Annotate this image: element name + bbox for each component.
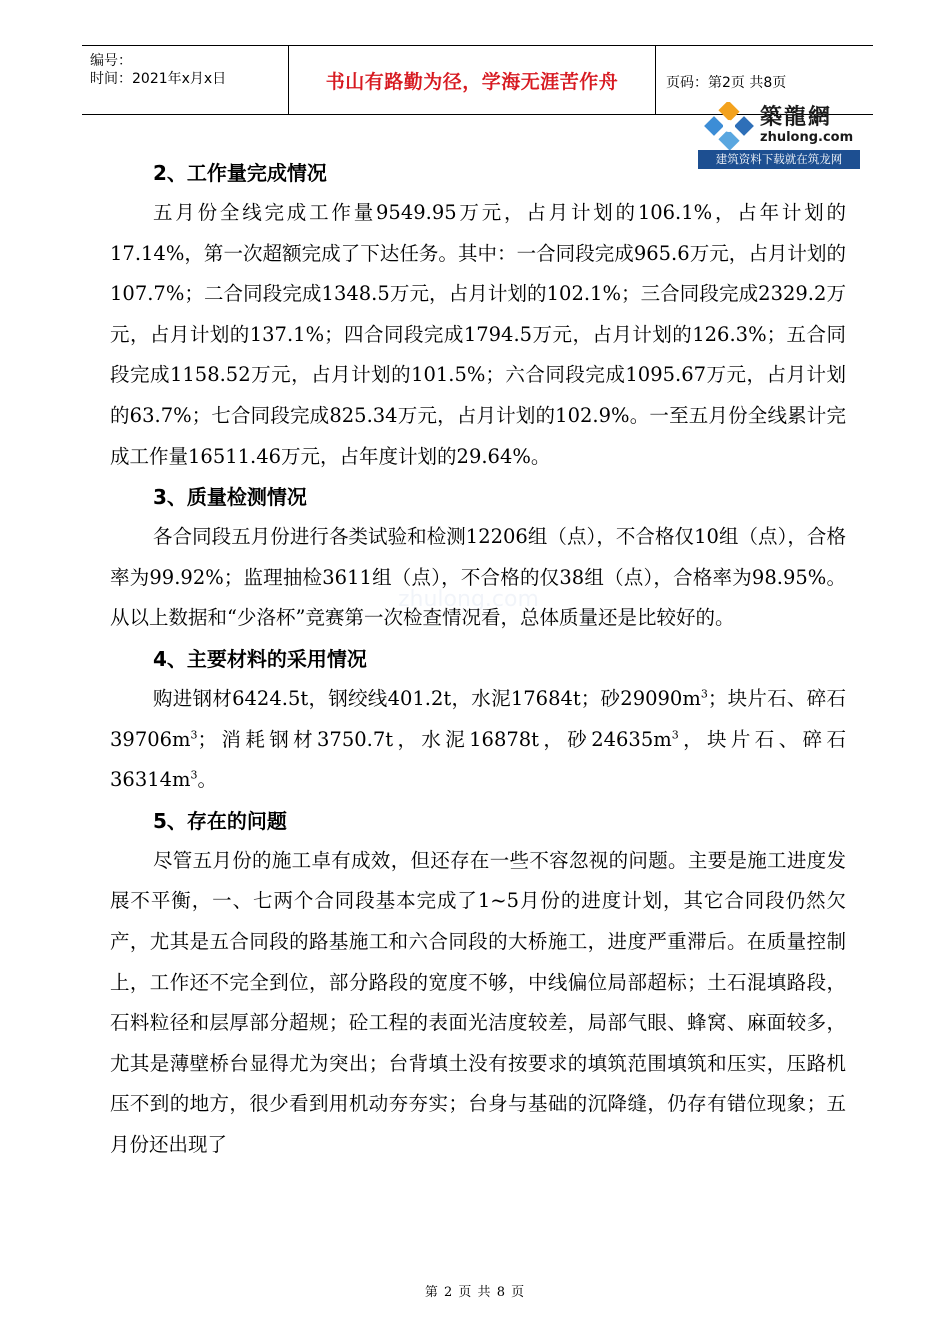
watermark: zhulong.com [398,587,539,612]
section-paragraph: 各合同段五月份进行各类试验和检测12206组（点），不合格仅10组（点），合格率为99.92%；监理抽检3611组（点），不合格的仅38组（点），合格率为98.95%。从以上数据和“少洛杯”竞赛第一次检查情况看，总体质量还是比较好的。 [110,525,846,630]
section-heading: 5、存在的问题 [153,808,287,833]
unit-superscript: 3 [700,687,708,701]
document-number-label: 编号： [90,53,132,69]
materials-text: ；消耗钢材3750.7t，水泥16878t，砂24635m [197,727,672,751]
page-info: 页码：第2页 共8页 [666,75,787,91]
document-body [110,153,846,1165]
header-motto: 书山有路勤为径，学海无涯苦作舟 [288,46,656,114]
unit-superscript: 3 [671,728,679,742]
materials-text: ；块片石、碎石39706m [110,686,846,751]
section-paragraph: 五月份全线完成工作量9549.95万元，占月计划的106.1%，占年计划的17.14%，第一次超额完成了下达任务。其中：一合同段完成965.6万元，占月计划的107.7%；二合同段完成1348.5万元，占月计划的102.1%；三合同段完成2329.2万元，占月计划的137.1%；四合同段完成1794.5万元，占月计划的126.3%；五合同段完成1158.52万元，占月计划的101.5%；六合同段完成1095.67万元，占月计划的63.7%；七合同段完成825.34万元，占月计划的102.9%。一至五月份全线累计完成工作量16511.46万元，占年度计划的29.64%。 [110,201,846,468]
materials-text: 。 [197,768,218,792]
section-heading: 4、主要材料的采用情况 [153,646,367,671]
logo-name: 築龍網 [760,104,833,130]
section-paragraph: 尽管五月份的施工卓有成效，但还存在一些不容忽视的问题。主要是施工进度发展不平衡，一、七两个合同段基本完成了1~5月份的进度计划，其它合同段仍然欠产，尤其是五合同段的路基施工和六合同段的大桥施工，进度严重滞后。在质量控制上，工作还不完全到位，部分路段的宽度不够，中线偏位局部超标；土石混填路段，石料粒径和层厚部分超规；砼工程的表面光洁度较差，局部气眼、蜂窝、麻面较多，尤其是薄壁桥台显得尤为突出；台背填土没有按要求的填筑范围填筑和压实，压路机压不到的地方，很少看到用机动夯夯实；台身与基础的沉降缝，仍存有错位现象；五月份还出现了 [110,848,846,1156]
materials-paragraph [110,679,846,801]
document-date: 时间：2021年x月x日 [90,71,227,87]
unit-superscript: 3 [190,768,198,782]
materials-text: 购进钢材6424.5t，钢绞线401.2t，水泥17684t；砂29090m [153,686,701,710]
materials-text: ，块片石、碎石36314m [110,727,846,792]
page-footer: 第 2 页 共 8 页 [424,1285,526,1300]
logo-url: zhulong.com [760,130,854,145]
header-meta [90,52,226,88]
snowflake-logo-icon [704,102,754,150]
logo-slogan: 建筑资料下载就在筑龙网 [698,150,860,169]
section-heading: 2、工作量完成情况 [153,161,327,185]
unit-superscript: 3 [190,728,198,742]
section-heading: 3、质量检测情况 [153,485,307,510]
